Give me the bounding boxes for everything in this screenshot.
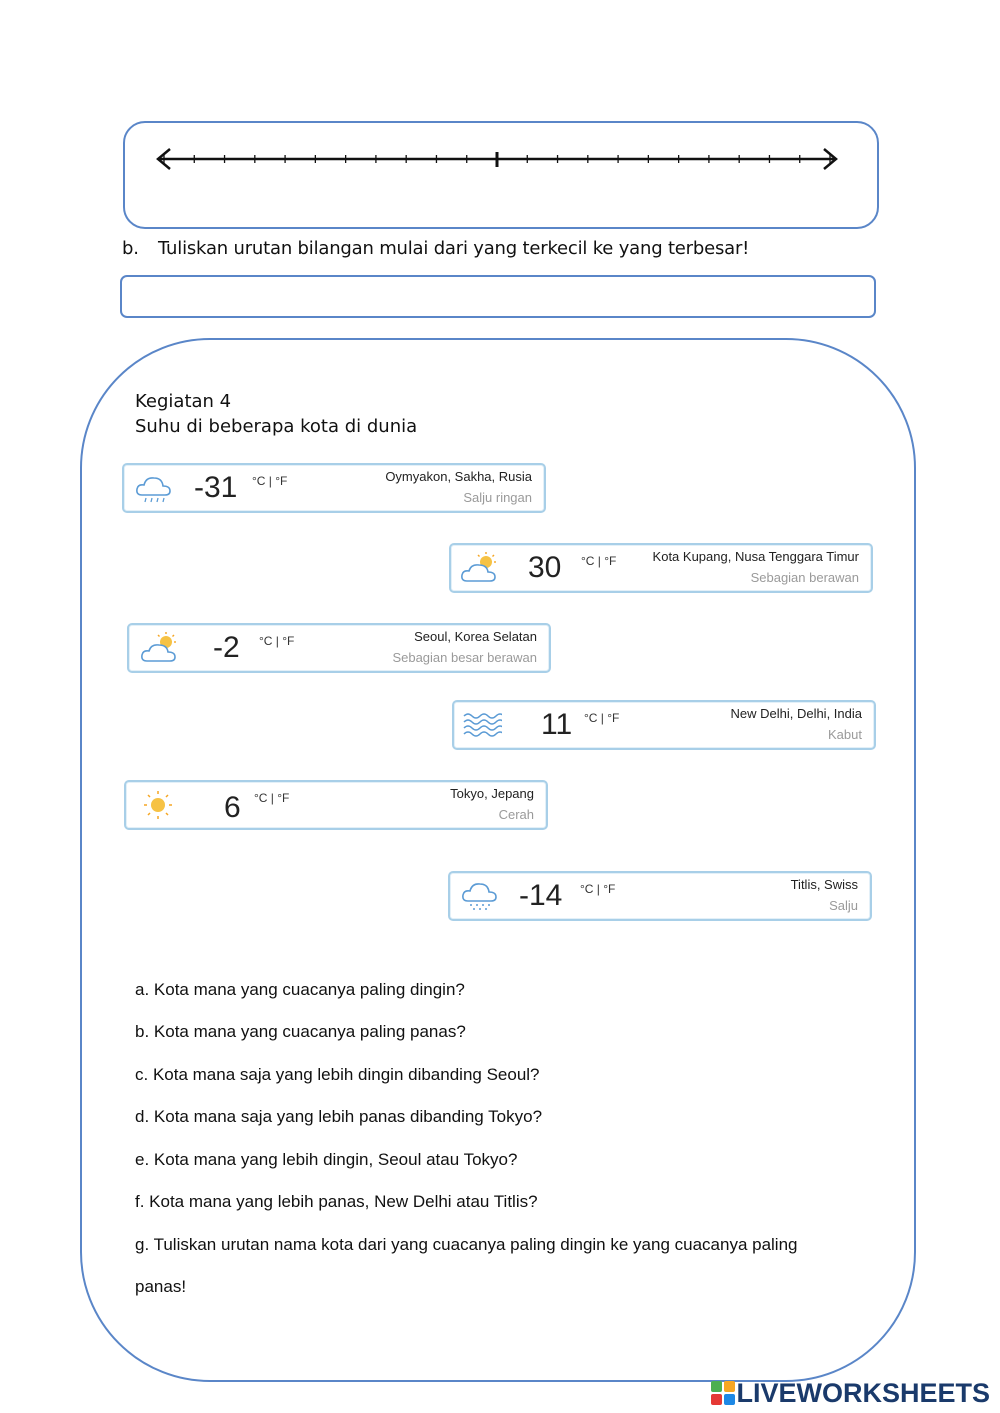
question-g-continued: panas!	[135, 1277, 187, 1296]
city-name: Titlis, Swiss	[790, 877, 858, 892]
temperature-value: 11	[541, 708, 573, 741]
mostly-cloudy-icon	[139, 631, 179, 665]
weather-card-new-delhi	[452, 700, 876, 750]
weather-card-kupang	[449, 543, 873, 593]
weather-card-seoul	[127, 623, 551, 673]
question-g: g. Tuliskan urutan nama kota dari yang cuacanya paling dingin ke yang cuacanya paling	[135, 1235, 798, 1254]
question-d: d. Kota mana saja yang lebih panas dibanding Tokyo?	[135, 1107, 543, 1126]
question-a: a. Kota mana yang cuacanya paling dingin?	[135, 980, 465, 999]
temperature-value: -31	[194, 471, 238, 504]
weather-condition: Salju ringan	[463, 490, 532, 505]
temperature-unit-toggle: °C | °F	[581, 554, 617, 568]
temperature-value: -2	[213, 631, 240, 664]
temperature-unit-toggle: °C | °F	[259, 634, 295, 648]
weather-card-tokyo	[124, 780, 548, 830]
temperature-unit-toggle: °C | °F	[252, 474, 288, 488]
question-c: c. Kota mana saja yang lebih dingin dibanding Seoul?	[135, 1065, 540, 1084]
temperature-value: 30	[528, 551, 562, 584]
fog-icon	[462, 708, 502, 742]
city-name: Tokyo, Jepang	[450, 786, 534, 801]
liveworksheets-logo	[710, 1379, 990, 1407]
temperature-unit-toggle: °C | °F	[254, 791, 290, 805]
weather-condition: Cerah	[498, 807, 534, 822]
city-name: Oymyakon, Sakha, Rusia	[385, 469, 532, 484]
brand-name: LIVEWORKSHEETS	[736, 1377, 990, 1408]
city-name: New Delhi, Delhi, India	[730, 706, 862, 721]
sun-icon	[138, 788, 178, 822]
question-e: e. Kota mana yang lebih dingin, Seoul atau Tokyo?	[135, 1150, 518, 1169]
cloud-snow-icon	[134, 471, 174, 505]
activity-title: Kegiatan 4	[135, 391, 232, 412]
question-f: f. Kota mana yang lebih panas, New Delhi atau Titlis?	[135, 1192, 538, 1211]
city-name: Kota Kupang, Nusa Tenggara Timur	[652, 549, 859, 564]
section-b-text: Tuliskan urutan bilangan mulai dari yang terkecil ke yang terbesar!	[158, 238, 750, 259]
temperature-value: 6	[224, 791, 241, 824]
temperature-unit-toggle: °C | °F	[580, 882, 616, 896]
weather-condition: Kabut	[828, 727, 862, 742]
temperature-unit-toggle: °C | °F	[584, 711, 620, 725]
question-b: b. Kota mana yang cuacanya paling panas?	[135, 1022, 466, 1041]
section-b-instruction	[122, 238, 749, 259]
answer-input-box[interactable]	[120, 275, 876, 318]
section-b-label: b.	[122, 238, 139, 259]
liveworksheets-icon	[710, 1380, 736, 1406]
weather-card-oymyakon	[122, 463, 546, 513]
city-name: Seoul, Korea Selatan	[414, 629, 537, 644]
activity-subtitle: Suhu di beberapa kota di dunia	[135, 416, 418, 437]
cloud-snow-heavy-icon	[460, 879, 500, 913]
weather-condition: Salju	[829, 898, 858, 913]
temperature-value: -14	[519, 879, 563, 912]
weather-card-titlis	[448, 871, 872, 921]
weather-condition: Sebagian berawan	[750, 570, 859, 585]
partly-cloudy-icon	[459, 551, 499, 585]
number-line	[150, 140, 850, 180]
weather-condition: Sebagian besar berawan	[392, 650, 537, 665]
